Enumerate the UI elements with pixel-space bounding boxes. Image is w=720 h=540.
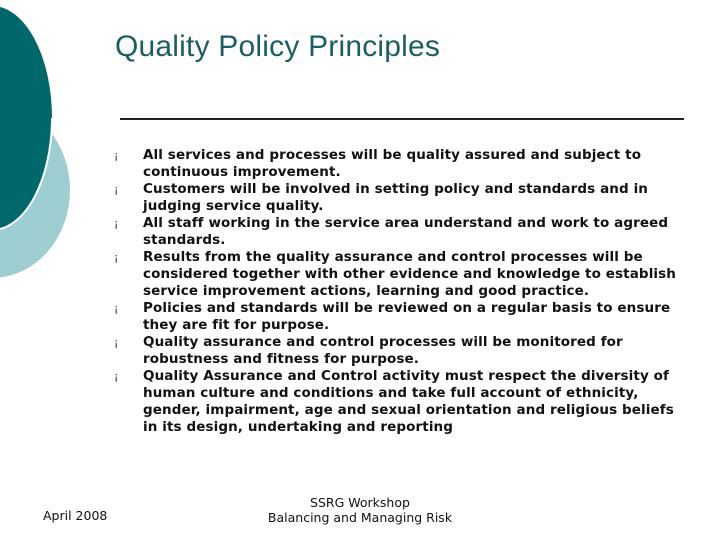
bullet-item: [110, 181, 690, 215]
bullet-list: [110, 147, 690, 436]
footer-workshop-title: SSRG Workshop: [310, 495, 410, 510]
bullet-item: [110, 147, 690, 181]
bullet-text: Quality Assurance and Control activity must respect the diversity of human culture and conditions and take full account of ethnicity, gender, impairment, age and sexual orientation and religious beliefs in its design, undertaking and reporting: [143, 368, 674, 435]
bullet-text: Policies and standards will be reviewed on a regular basis to ensure they are fit for purpose.: [143, 300, 671, 333]
bullet-item: [110, 334, 690, 368]
bullet-item: [110, 368, 690, 436]
bullet-item: [110, 215, 690, 249]
bullet-marker-icon: ¡: [114, 149, 119, 162]
bullet-marker-icon: ¡: [114, 183, 119, 196]
bullet-text: Customers will be involved in setting policy and standards and in judging service quality.: [143, 181, 649, 214]
bullet-item: [110, 249, 690, 300]
bullet-text: Quality assurance and control processes will be monitored for robustness and fitness for purpose.: [143, 334, 623, 367]
footer-workshop: [240, 495, 480, 525]
decorative-circles: [0, 0, 110, 300]
bullet-marker-icon: ¡: [114, 302, 119, 315]
footer-workshop-subtitle: Balancing and Managing Risk: [267, 510, 453, 525]
title-divider: [120, 118, 684, 120]
bullet-text: All staff working in the service area understand and work to agreed standards.: [143, 215, 669, 248]
bullet-text: All services and processes will be quality assured and subject to continuous improvement.: [143, 147, 642, 180]
slide-title: Quality Policy Principles: [115, 30, 441, 63]
bullet-marker-icon: ¡: [114, 370, 119, 383]
bullet-item: [110, 300, 690, 334]
bullet-marker-icon: ¡: [114, 251, 119, 264]
bullet-text: Results from the quality assurance and control processes will be considered together with other evidence and knowledge to establish service improvement actions, learning and good practice.: [143, 249, 676, 299]
footer-date: April 2008: [43, 508, 108, 523]
bullet-marker-icon: ¡: [114, 336, 119, 349]
bullet-marker-icon: ¡: [114, 217, 119, 230]
